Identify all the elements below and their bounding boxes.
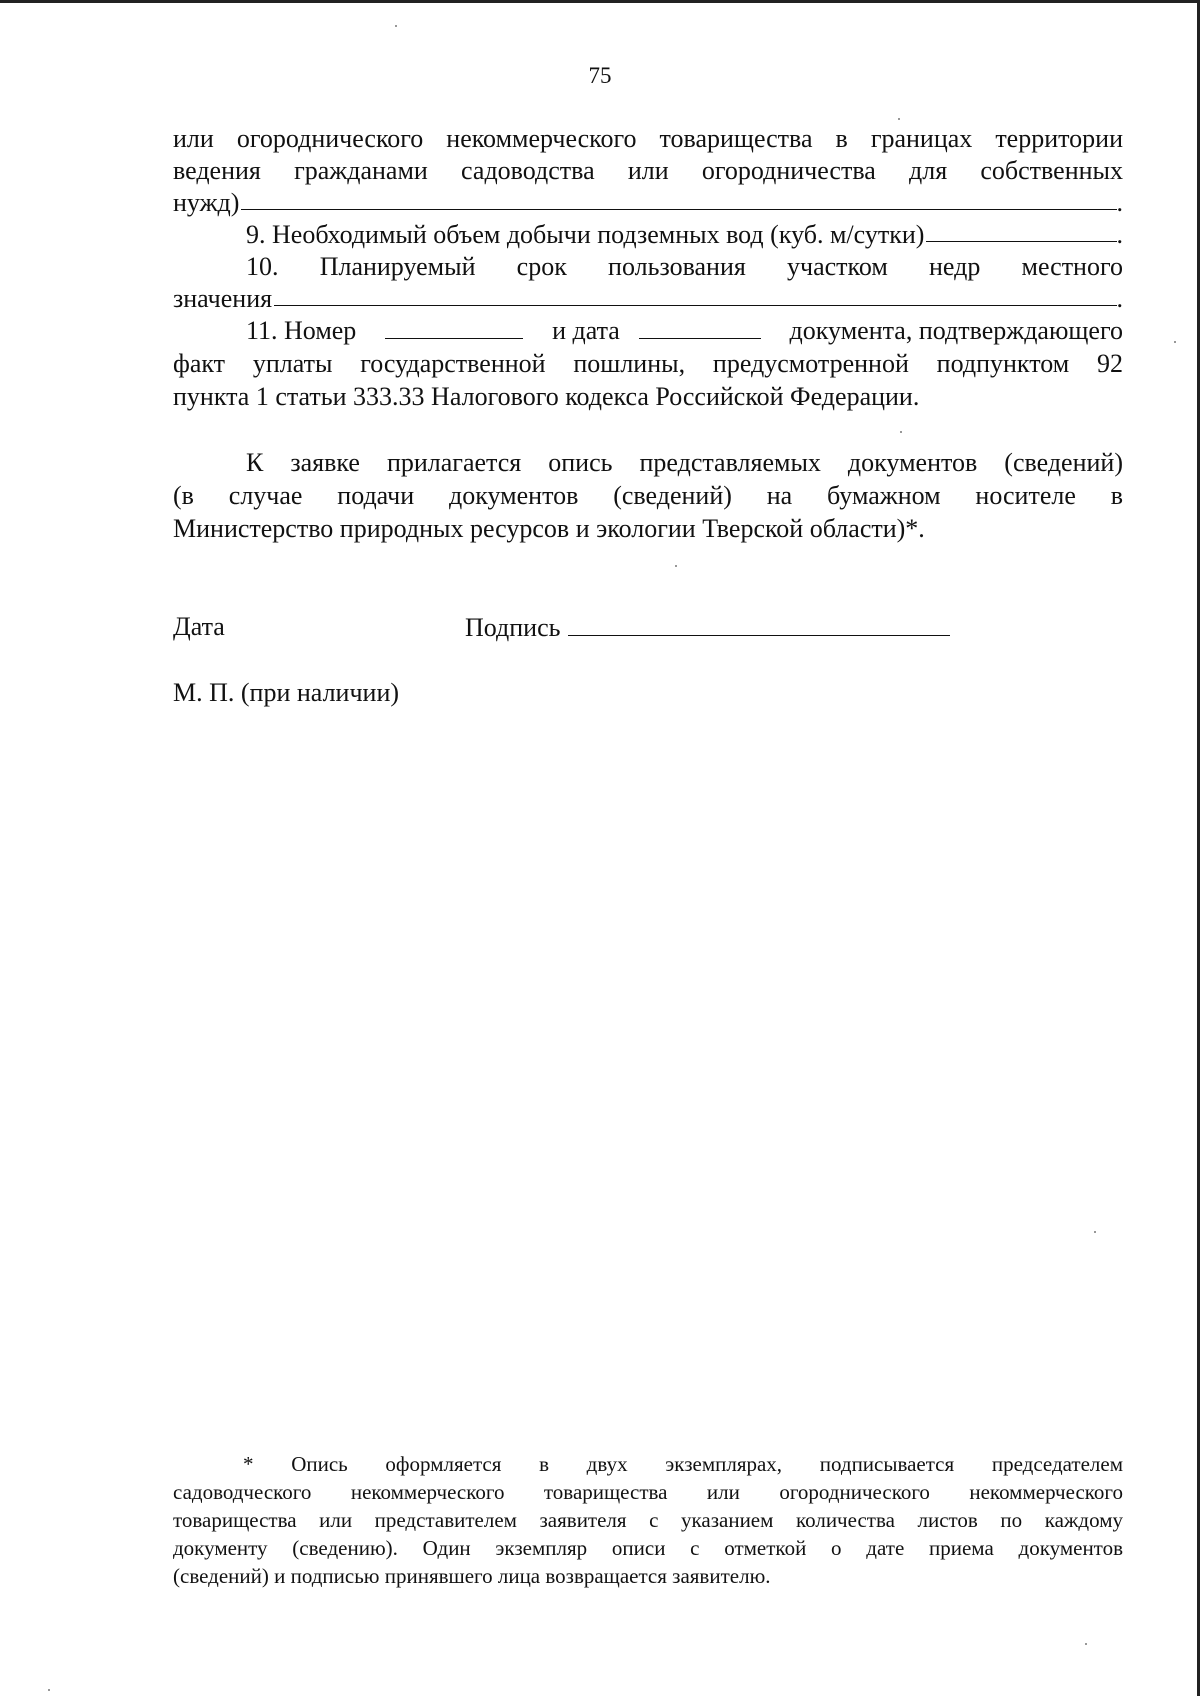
attachment-line-1: К заявке прилагается опись представляемых документов (сведений) [246, 448, 1123, 477]
needs-period: . [1116, 188, 1123, 217]
scan-speck [675, 565, 677, 567]
footnote-line-1: * Опись оформляется в двух экземплярах, подписывается председателем [243, 1452, 1123, 1476]
scan-speck [898, 118, 900, 120]
stamp-label: М. П. (при наличии) [173, 678, 400, 707]
needs-label: нужд) [173, 188, 240, 217]
item-11-date-label: и дата [552, 316, 620, 345]
item-10-line-2 [173, 283, 1123, 315]
attachment-line-3: Министерство природных ресурсов и экологии Тверской области)*. [173, 514, 925, 543]
footnote-line-5: (сведений) и подписью принявшего лица возвращается заявителю. [173, 1564, 771, 1588]
footnote-line-3: товарищества или представителем заявителя с указанием количества листов по каждому [173, 1508, 1123, 1532]
item-10-line-1: 10. Планируемый срок пользования участком недр местного [246, 252, 1123, 281]
item-9-period: . [1116, 220, 1123, 249]
scan-speck [1085, 1643, 1087, 1645]
signature-label: Подпись [465, 613, 561, 642]
scan-speck [1094, 1231, 1096, 1233]
signature-line [568, 611, 950, 636]
body-line-3 [173, 187, 1123, 219]
page-number: 75 [588, 63, 612, 88]
date-label: Дата [173, 612, 225, 641]
item-11-line-1 [246, 315, 1123, 347]
item-9-blank-line [926, 219, 1116, 242]
item-11-date-blank [639, 316, 761, 339]
item-11-document-text: документа, подтверждающего [789, 316, 1123, 345]
item-11-line-2: факт уплаты государственной пошлины, предусмотренной подпунктом 92 [173, 349, 1123, 378]
item-9-text: 9. Необходимый объем добычи подземных вод (куб. м/сутки) [246, 220, 925, 249]
item-11-number-blank [385, 316, 523, 339]
item-11-number-label: 11. Номер [246, 316, 357, 345]
scan-speck [900, 431, 902, 433]
footnote-line-2: садоводческого некоммерческого товарищества или огороднического некоммерческого [173, 1480, 1123, 1504]
item-10-period: . [1116, 284, 1123, 313]
scan-speck [395, 25, 397, 27]
item-10-blank-line [274, 283, 1116, 306]
item-11-line-3: пункта 1 статьи 333.33 Налогового кодекса Российской Федерации. [173, 382, 920, 411]
footnote-line-4: документу (сведению). Один экземпляр описи с отметкой о дате приема документов [173, 1536, 1123, 1560]
body-line-2: ведения гражданами садоводства или огородничества для собственных [173, 156, 1123, 185]
scan-speck [48, 1689, 50, 1691]
item-9 [246, 219, 1123, 251]
body-line-1: или огороднического некоммерческого товарищества в границах территории [173, 124, 1123, 153]
needs-blank-line [241, 187, 1116, 210]
scan-speck [1174, 341, 1176, 343]
attachment-line-2: (в случае подачи документов (сведений) на бумажном носителе в [173, 481, 1123, 510]
item-10-meaning-label: значения [173, 284, 273, 313]
signature-field [465, 611, 950, 644]
